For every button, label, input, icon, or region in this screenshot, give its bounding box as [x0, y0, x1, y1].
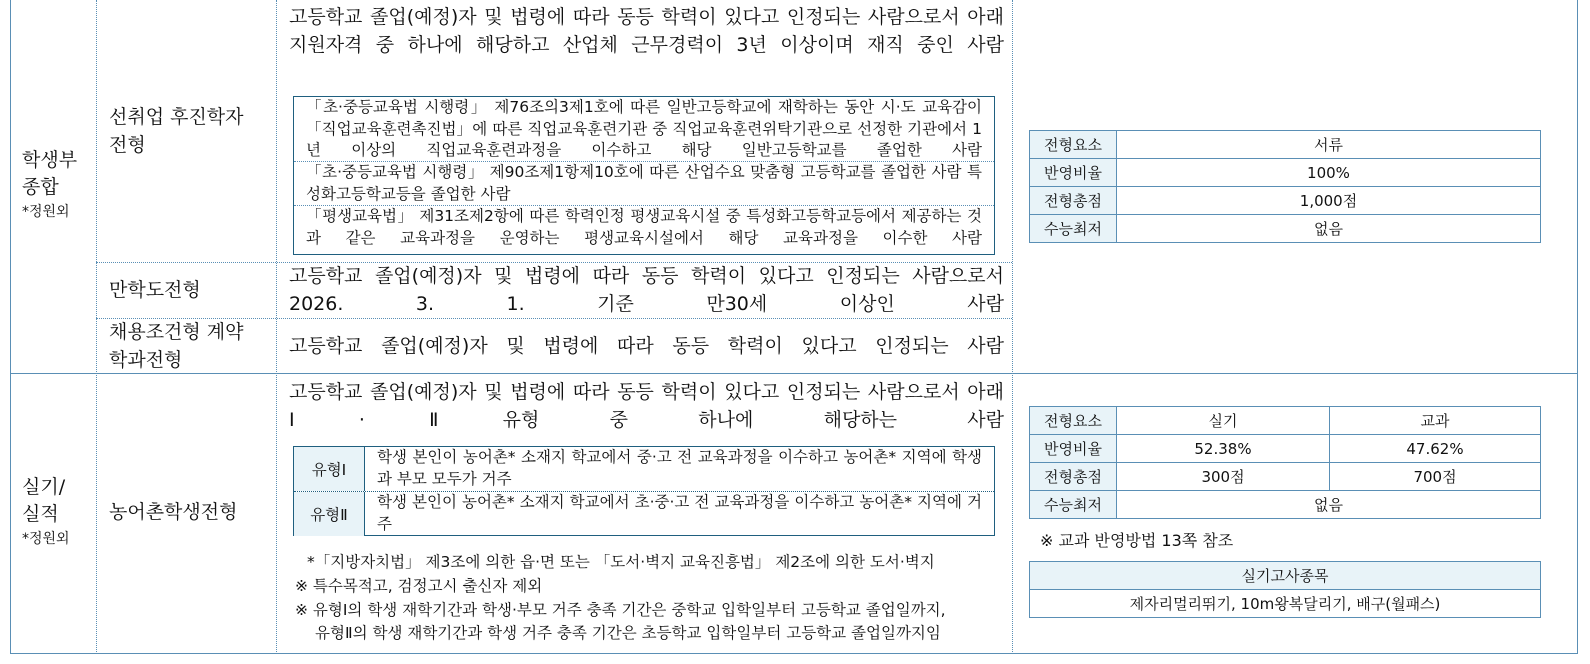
reference-note: ※ 교과 반영방법 13쪽 참조 — [1040, 531, 1234, 550]
section-title-hakseongbu: 학생부 종합 *정원외 — [22, 149, 78, 220]
score-table-1 — [1029, 130, 1541, 243]
type-text: 학생 본인이 농어촌* 소재지 학교에서 중·고 전 교육과정을 이수하고 농어촌* 지역에 학생과 부모 모두가 거주 — [377, 448, 982, 488]
eligibility-nongeochon: 고등학교 졸업(예정)자 및 법령에 따라 동등 학력이 있다고 인정되는 사람으로서 아래 Ⅰ·Ⅱ유형 중 하나에 해당하는 사람 — [289, 381, 1004, 431]
eligibility-manhakdo: 고등학교 졸업(예정)자 및 법령에 따라 동등 학력이 있다고 인정되는 사람으로서 2026. 3. 1. 기준 만30세 이상인 사람 — [289, 265, 1004, 315]
col-divider-2 — [276, 0, 277, 654]
row-name-manhakdo: 만학도전형 — [109, 279, 201, 301]
type-text: 학생 본인이 농어촌* 소재지 학교에서 초·중·고 전 교육과정을 이수하고 농어촌* 지역에 거주 — [377, 493, 982, 533]
table-value: 실기 — [1117, 407, 1330, 435]
table-value: 없음 — [1117, 215, 1541, 243]
type-box — [293, 446, 995, 536]
note-period-1: ※ 유형Ⅰ의 학생 재학기간과 학생·부모 거주 충족 기간은 중학교 입학일부터 고등학교 졸업일까지, — [295, 601, 946, 619]
table-key: 수능최저 — [1030, 491, 1117, 519]
row-name-chaeyong: 채용조건형 계약학과전형 — [109, 321, 244, 371]
table-value: 1,000점 — [1117, 187, 1541, 215]
table-key: 반영비율 — [1030, 159, 1117, 187]
score-table-2 — [1029, 406, 1541, 519]
qualification-item: 「평생교육법」 제31조제2항에 따른 학력인정 평생교육시설 중 특성화고등학교등에서 제공하는 것과 같은 교육과정을 운영하는 평생교육시설에서 해당 교육과정을 이수한 사람 — [306, 207, 982, 247]
qualification-item: 「초·중등교육법 시행령」 제90조제1항제10호에 따른 산업수요 맞춤형 고등학교를 졸업한 사람 특성화고등학교등을 졸업한 사람 — [294, 162, 994, 206]
table-key: 수능최저 — [1030, 215, 1117, 243]
col-divider-3 — [1012, 0, 1013, 654]
row-name-nongeochon: 농어촌학생전형 — [109, 501, 238, 523]
table-value: 47.62% — [1330, 435, 1541, 463]
table-value: 교과 — [1330, 407, 1541, 435]
table-value: 52.38% — [1117, 435, 1330, 463]
col-divider-1 — [96, 0, 97, 654]
table-key: 전형총점 — [1030, 463, 1117, 491]
qualification-item: 「초·중등교육법 시행령」 제76조의3제1호에 따른 일반고등학교에 재학하는 동안 시·도 교육감이「직업교육훈련촉진법」에 따른 직업교육훈련기관 중 직업교육훈련위탁기관으로 선정한 기관에서 1년 이상의 직업교육훈련과정을 이수하고 해당 일반고등학교를 졸업한 사람 — [294, 97, 994, 162]
practical-exam-title: 실기고사종목 — [1030, 562, 1541, 590]
footnote-region: *「지방자치법」 제3조에 의한 읍·면 또는 「도서·벽지 교육진흥법」 제2조에 의한 도서·벽지 — [307, 553, 935, 571]
table-value: 없음 — [1117, 491, 1541, 519]
row-name-seonchwieop: 선취업 후진학자전형 — [109, 106, 244, 156]
table-value: 서류 — [1117, 131, 1541, 159]
practical-exam-table — [1029, 561, 1541, 618]
qualification-box — [293, 96, 995, 255]
table-key: 전형요소 — [1030, 131, 1117, 159]
type-row-2 — [294, 492, 994, 536]
eligibility-seonchwieop: 고등학교 졸업(예정)자 및 법령에 따라 동등 학력이 있다고 인정되는 사람으로서 아래 지원자격 중 하나에 해당하고 산업체 근무경력이 3년 이상이며 재직 중인 사람 — [289, 6, 1004, 56]
practical-exam-items: 제자리멀리뛰기, 10m왕복달리기, 배구(월패스) — [1030, 590, 1541, 618]
type-row-1 — [294, 447, 994, 492]
table-value: 300점 — [1117, 463, 1330, 491]
table-key: 전형총점 — [1030, 187, 1117, 215]
section-title-silgi: 실기/ 실적 *정원외 — [22, 476, 70, 547]
note-exclusion: ※ 특수목적고, 검정고시 출신자 제외 — [295, 577, 543, 595]
eligibility-chaeyong: 고등학교 졸업(예정)자 및 법령에 따라 동등 학력이 있다고 인정되는 사람 — [289, 335, 1004, 357]
table-key: 반영비율 — [1030, 435, 1117, 463]
type-label: 유형Ⅰ — [294, 447, 365, 491]
table-value: 100% — [1117, 159, 1541, 187]
table-value: 700점 — [1330, 463, 1541, 491]
type-label: 유형Ⅱ — [294, 492, 365, 536]
table-key: 전형요소 — [1030, 407, 1117, 435]
note-period-2: 유형Ⅱ의 학생 재학기간과 학생 거주 충족 기간은 초등학교 입학일부터 고등학교 졸업일까지임 — [315, 624, 941, 642]
